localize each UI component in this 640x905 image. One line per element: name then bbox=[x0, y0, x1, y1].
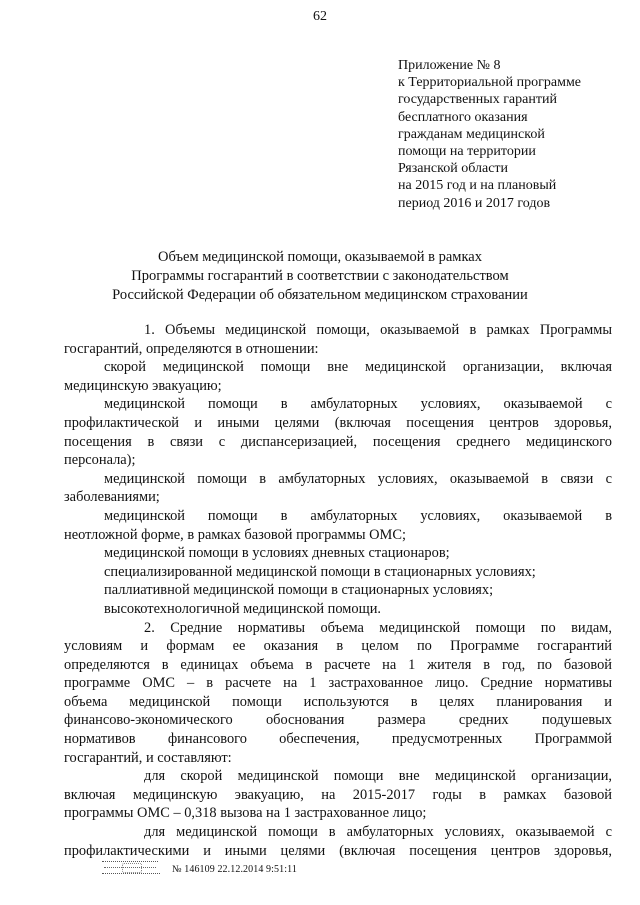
title-line: Объем медицинской помощи, оказываемой в рамках bbox=[158, 249, 482, 265]
appendix-line: Рязанской области bbox=[398, 161, 509, 177]
body-line: медицинской помощи в амбулаторных условиях, оказываемой в связи с bbox=[104, 470, 612, 487]
document-body bbox=[64, 321, 612, 860]
body-line: медицинской помощи в амбулаторных условиях, оказываемой с bbox=[104, 396, 612, 413]
body-line: высокотехнологичной медицинской помощи. bbox=[104, 600, 381, 617]
footer bbox=[102, 858, 297, 880]
body-line: персонала); bbox=[64, 452, 136, 469]
body-line: для скорой медицинской помощи вне медицинской организации, bbox=[144, 768, 612, 785]
body-line: госгарантий, определяются в отношении: bbox=[64, 340, 319, 357]
appendix-line: помощи на территории bbox=[398, 144, 536, 160]
body-line: включая медицинскую эвакуацию, на 2015-2017 годы в рамках базовой bbox=[64, 786, 612, 803]
body-line: 2. Средние нормативы объема медицинской помощи по видам, bbox=[144, 619, 612, 636]
body-line: объема медицинской помощи используются в целях планирования и bbox=[64, 693, 612, 710]
appendix-line: бесплатного оказания bbox=[398, 109, 528, 125]
body-line: программы ОМС – 0,318 вызова на 1 застрахованное лицо; bbox=[64, 805, 427, 822]
body-line: госгарантий, и составляют: bbox=[64, 749, 232, 766]
body-line: неотложной форме, в рамках базовой программы ОМС; bbox=[64, 526, 406, 543]
body-line: специализированной медицинской помощи в стационарных условиях; bbox=[104, 563, 536, 580]
appendix-header bbox=[398, 57, 581, 212]
body-line: профилактической и иными целями (включая посещения центров здоровья, bbox=[64, 414, 612, 431]
appendix-line: государственных гарантий bbox=[398, 92, 557, 108]
title-line: Российской Федерации об обязательном медицинском страховании bbox=[112, 287, 528, 303]
document-registration-code: № 146109 22.12.2014 9:51:11 bbox=[172, 863, 297, 875]
appendix-line: гражданам медицинской bbox=[398, 126, 545, 142]
appendix-line: период 2016 и 2017 годов bbox=[398, 195, 551, 211]
body-line: определяются в единицах объема в расчете на 1 жителя в год, по базовой bbox=[64, 656, 612, 673]
body-line: 1. Объемы медицинской помощи, оказываемой в рамках Программы bbox=[144, 322, 612, 338]
body-line: финансово-экономического обоснования размера средних подушевых bbox=[64, 712, 612, 729]
body-line: паллиативной медицинской помощи в стационарных условиях; bbox=[104, 582, 494, 599]
body-line: медицинской помощи в условиях дневных стационаров; bbox=[104, 545, 450, 562]
body-line: профилактическими и иными целями (включая посещения центров здоровья, bbox=[64, 842, 612, 859]
body-line: медицинской помощи в амбулаторных условиях, оказываемой в bbox=[104, 507, 612, 524]
title-line: Программы госгарантий в соответствии с законодательством bbox=[131, 268, 509, 284]
page-number: 62 bbox=[313, 9, 327, 24]
body-line: условиям и формам ее оказания в целом по Программе госгарантий bbox=[64, 638, 612, 655]
body-line: заболеваниями; bbox=[64, 489, 160, 506]
body-line: посещения в связи с диспансеризацией, посещения среднего медицинского bbox=[64, 433, 612, 450]
body-line: программе ОМС – в расчете на 1 застрахованное лицо. Средние нормативы bbox=[64, 675, 612, 692]
body-line: нормативов финансового обеспечения, предусмотренных Программой bbox=[64, 731, 612, 748]
appendix-line: Приложение № 8 bbox=[398, 58, 501, 73]
body-line: скорой медицинской помощи вне медицинской организации, включая bbox=[104, 359, 612, 376]
appendix-line: на 2015 год и на плановый bbox=[398, 178, 557, 194]
registration-stamp-icon bbox=[102, 859, 164, 879]
document-title bbox=[0, 248, 640, 305]
appendix-line: к Территориальной программе bbox=[398, 75, 582, 91]
body-line: для медицинской помощи в амбулаторных условиях, оказываемой с bbox=[144, 824, 612, 841]
body-line: медицинскую эвакуацию; bbox=[64, 377, 222, 394]
